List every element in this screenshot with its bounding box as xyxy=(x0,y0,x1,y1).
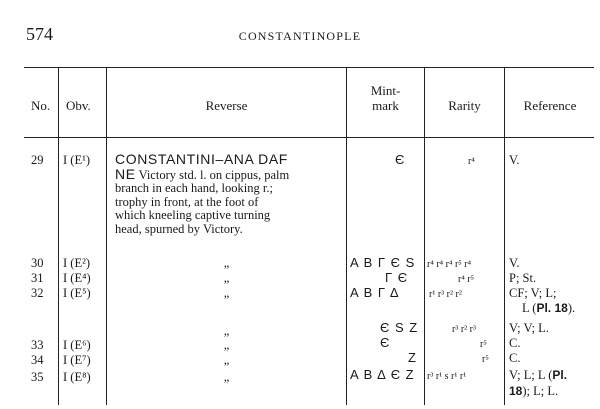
row-reference: V. xyxy=(509,153,520,167)
row-mintmark: Є S Z xyxy=(380,320,419,335)
row-rarity: r⁵ xyxy=(480,339,487,350)
header-mintmark-line2: mark xyxy=(372,98,399,113)
row-number: 29 xyxy=(31,153,44,167)
row-obverse: I (E⁴) xyxy=(63,271,91,285)
row-number: 31 xyxy=(31,271,44,285)
reverse-legend-cont: NE xyxy=(115,165,136,182)
header-reference: Reference xyxy=(523,98,577,113)
row-reference: C. xyxy=(509,336,521,350)
reverse-description: Victory std. l. on cippus, palm xyxy=(138,167,290,182)
row-number: 33 xyxy=(31,338,44,352)
row-reverse-ditto: „ xyxy=(223,338,230,352)
row-reference: CF; V; L; xyxy=(509,286,557,300)
row-reference: V; V; L. xyxy=(509,321,549,335)
row-reverse-ditto: „ xyxy=(223,256,230,270)
header-rarity: Rarity xyxy=(448,98,481,113)
reverse-description-line: branch in each hand, looking r.; xyxy=(115,181,273,195)
row-reverse-ditto: „ xyxy=(223,370,230,384)
header-no: No. xyxy=(31,98,51,113)
row-mintmark: Z xyxy=(408,350,417,365)
row-mintmark: Γ Є xyxy=(385,270,409,285)
row-rarity: r³ r² r³ xyxy=(452,324,476,335)
reverse-description-line: trophy in front, at the foot of xyxy=(115,194,259,209)
reverse-description-line: which kneeling captive turning xyxy=(115,208,271,222)
row-reference: P; St. xyxy=(509,271,537,285)
row-reference-plate: 18); L; L. xyxy=(509,384,559,398)
row-reverse-ditto: „ xyxy=(223,353,230,367)
header-bottom-rule xyxy=(24,137,594,138)
row-number: 34 xyxy=(31,353,44,367)
row-mintmark: Є xyxy=(395,152,406,167)
header-reverse: Reverse xyxy=(205,98,248,113)
row-obverse: I (E⁷) xyxy=(63,353,91,367)
header-obv: Obv. xyxy=(66,98,91,113)
reverse-legend: CONSTANTINI–ANA DAF xyxy=(115,151,288,167)
row-obverse: I (E⁸) xyxy=(63,370,91,384)
row-reverse-ditto: „ xyxy=(223,286,230,300)
row-rarity: r⁴ r⁴ r⁴ r⁵ r⁴ xyxy=(427,259,472,270)
row-rarity: r⁴ r⁵ xyxy=(458,274,475,285)
row-reverse-ditto: „ xyxy=(223,271,230,285)
row-mintmark: Є xyxy=(380,335,391,350)
row-reverse xyxy=(115,153,340,236)
row-reverse-ditto: „ xyxy=(223,324,230,338)
row-rarity: r³ r¹ s r¹ r¹ xyxy=(427,371,467,382)
column-divider-reverse-mint xyxy=(346,67,347,405)
row-reference: C. xyxy=(509,351,521,365)
column-divider-rarity-ref xyxy=(504,67,505,405)
row-mintmark: Α Β Δ Є Z xyxy=(350,367,415,382)
row-rarity: r⁴ xyxy=(468,156,475,167)
reverse-description-line: head, spurned by Victory. xyxy=(115,221,243,236)
row-obverse: I (E²) xyxy=(63,256,90,270)
row-number: 35 xyxy=(31,370,44,384)
running-head: CONSTANTINOPLE xyxy=(238,29,362,43)
row-reference: V; L; L (Pl. xyxy=(509,368,568,382)
row-mintmark: Α Β Γ Є S xyxy=(350,255,416,270)
page-number: 574 xyxy=(26,24,53,44)
table-top-rule xyxy=(24,67,594,68)
row-rarity: r⁵ xyxy=(482,354,489,365)
column-divider-mint-rarity xyxy=(424,67,425,405)
row-obverse: I (E⁵) xyxy=(63,286,91,300)
header-mintmark-line1: Mint- xyxy=(370,83,401,98)
row-reference-plate: L (Pl. 18). xyxy=(522,301,576,315)
row-rarity: r¹ r³ r² r² xyxy=(429,289,462,300)
row-obverse: I (E⁶) xyxy=(63,338,91,352)
row-mintmark: Α Β Γ Δ xyxy=(350,285,400,300)
row-obverse: I (E¹) xyxy=(63,153,90,167)
row-number: 30 xyxy=(31,256,44,270)
row-number: 32 xyxy=(31,286,44,300)
row-reference: V. xyxy=(509,256,520,270)
column-divider-no-obv xyxy=(58,67,59,405)
